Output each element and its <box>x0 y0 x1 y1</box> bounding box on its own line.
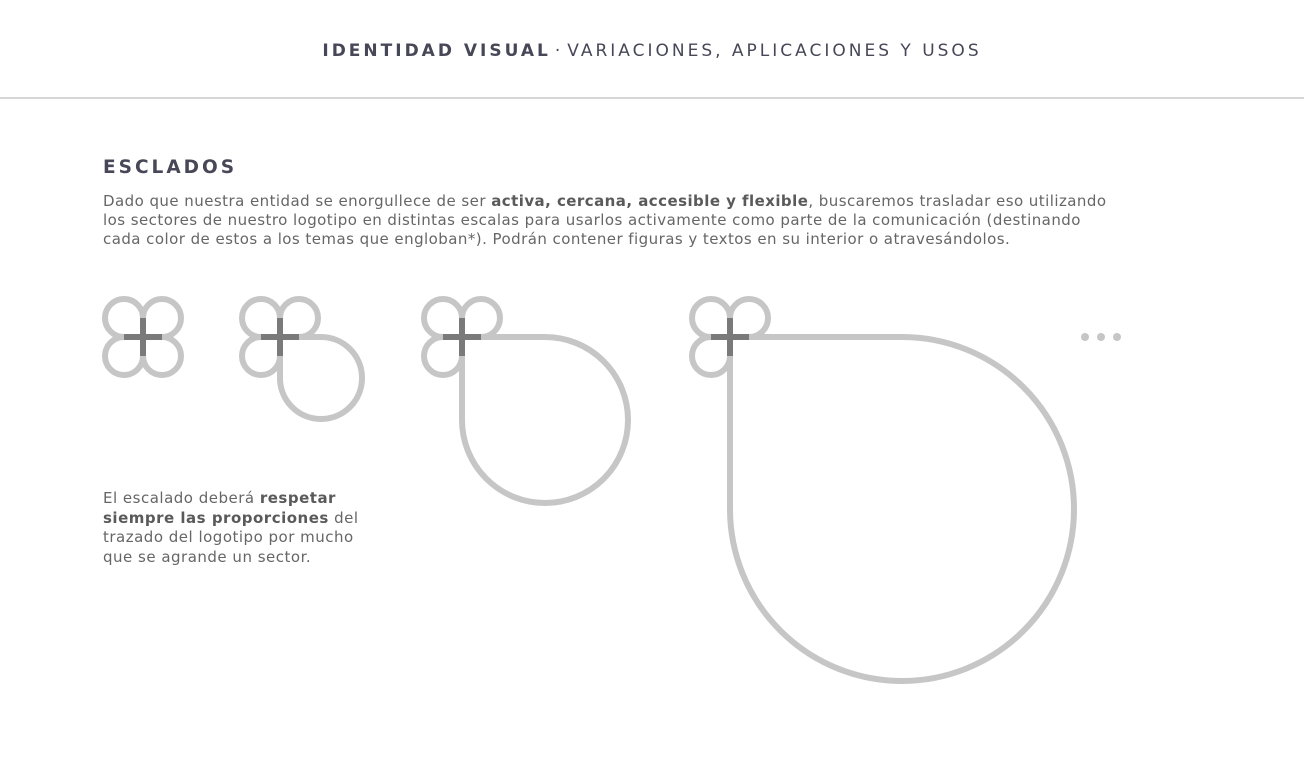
logo-petal <box>730 299 768 337</box>
header-title-main: IDENTIDAD VISUAL <box>322 41 551 61</box>
note-highlight: respetar <box>259 489 336 507</box>
intro-line-2: los sectores de nuestro logotipo en distintas escalas para usarlos activamente como parte de la comunicación (destinando <box>103 211 1081 229</box>
logo-variant-base <box>105 299 181 375</box>
note-line-1 <box>103 489 403 509</box>
logo-petal-scaled <box>462 337 628 503</box>
logo-overlap-lines <box>261 318 299 356</box>
logo-overlap-lines <box>711 318 749 356</box>
logo-petal <box>462 299 500 337</box>
note-line-3: trazado del logotipo por mucho <box>103 528 354 546</box>
note-text: del <box>328 508 359 527</box>
logo-petal <box>692 299 730 337</box>
logo-petal <box>105 337 143 375</box>
note-highlight: siempre las proporciones <box>103 508 329 527</box>
logo-petal <box>424 299 462 337</box>
scaling-note <box>103 489 403 567</box>
logo-variant-scale-2 <box>242 299 362 419</box>
intro-highlight: activa, cercana, accesible y flexible <box>491 192 809 210</box>
intro-line-3: cada color de estos a los temas que engloban*). Podrán contener figuras y textos en su interior o atravesándolos. <box>103 230 1011 248</box>
logo-petal-scaled <box>280 337 362 419</box>
section-title: ESCLADOS <box>103 157 238 178</box>
ellipsis-dot <box>1081 333 1089 341</box>
intro-text: Dado que nuestra entidad se enorgullece de ser <box>103 192 492 210</box>
note-line-4: que se agrande un sector. <box>103 547 312 566</box>
logo-petal <box>143 337 181 375</box>
header-title-separator: · <box>554 41 564 61</box>
logo-variant-scale-4 <box>692 299 1074 681</box>
logo-petal <box>143 299 181 337</box>
logo-overlap-lines <box>443 318 481 356</box>
logo-petal <box>105 299 143 337</box>
header-title-subtitle: VARIACIONES, APLICACIONES Y USOS <box>567 41 982 61</box>
logo-petal-scaled <box>730 337 1074 681</box>
ellipsis-dot <box>1097 333 1105 341</box>
logo-petal <box>424 337 462 375</box>
ellipsis-dot <box>1113 333 1121 341</box>
note-line-2 <box>103 509 403 529</box>
logo-petal <box>242 299 280 337</box>
logo-petal <box>692 337 730 375</box>
intro-text: , buscaremos trasladar eso utilizando <box>808 192 1107 210</box>
ellipsis-icon <box>1081 333 1121 341</box>
logo-petal <box>280 299 318 337</box>
note-text: El escalado deberá <box>103 489 260 507</box>
logo-overlap-lines <box>124 318 162 356</box>
logo-petal <box>242 337 280 375</box>
logo-variant-scale-3 <box>424 299 628 503</box>
